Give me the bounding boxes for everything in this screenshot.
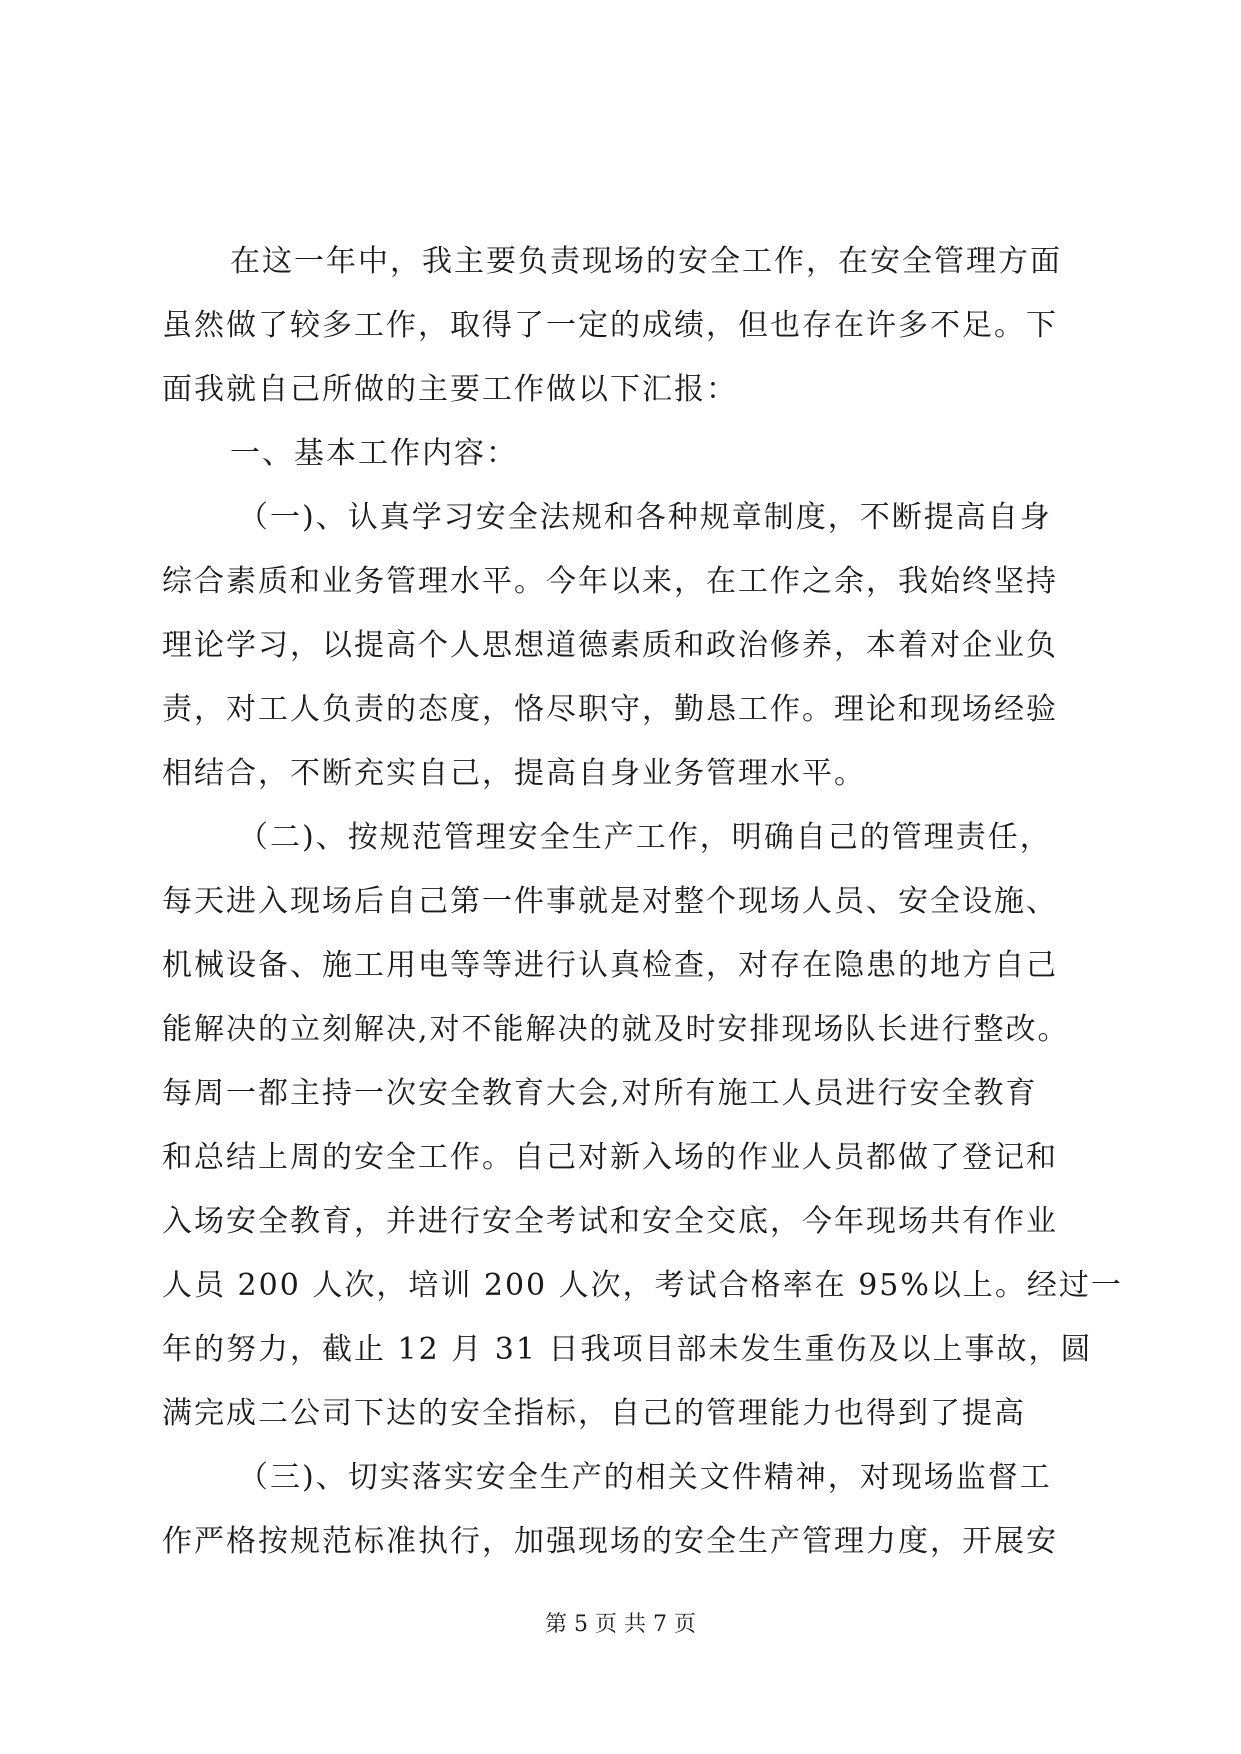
- paragraph-two-line-5: 每周一都主持一次安全教育大会,对所有施工人员进行安全教育: [162, 1076, 1038, 1111]
- page-footer: 第 5 页 共 7 页: [545, 1612, 696, 1637]
- paragraph-two-line-6: 和总结上周的安全工作。自己对新入场的作业人员都做了登记和: [162, 1140, 1058, 1175]
- paragraph-one-line-2: 综合素质和业务管理水平。今年以来，在工作之余，我始终坚持: [162, 564, 1058, 599]
- paragraph-one-line-5: 相结合，不断充实自己，提高自身业务管理水平。: [162, 756, 866, 791]
- paragraph-two-line-9: 年的努力，截止 12 月 31 日我项目部未发生重伤及以上事故，圆: [162, 1332, 1093, 1367]
- paragraph-one-line-4: 责，对工人负责的态度，恪尽职守，勤恳工作。理论和现场经验: [162, 692, 1058, 727]
- paragraph-intro-line-3: 面我就自己所做的主要工作做以下汇报：: [162, 372, 738, 407]
- paragraph-two-line-4: 能解决的立刻解决,对不能解决的就及时安排现场队长进行整改。: [162, 1012, 1070, 1047]
- paragraph-intro-line-1: 在这一年中，我主要负责现场的安全工作，在安全管理方面: [230, 244, 1062, 279]
- paragraph-two-line-8: 人员 200 人次，培训 200 人次，考试合格率在 95%以上。经过一: [162, 1268, 1123, 1303]
- paragraph-two-line-2: 每天进入现场后自己第一件事就是对整个现场人员、安全设施、: [162, 884, 1058, 919]
- paragraph-two-line-10: 满完成二公司下达的安全指标，自己的管理能力也得到了提高: [162, 1396, 1026, 1431]
- paragraph-two-line-1: （二)、按规范管理安全生产工作，明确自己的管理责任，: [238, 820, 1052, 855]
- paragraph-two-line-7: 入场安全教育，并进行安全考试和安全交底，今年现场共有作业: [162, 1204, 1058, 1239]
- body-text: [162, 230, 1123, 1574]
- paragraph-two-line-3: 机械设备、施工用电等等进行认真检查，对存在隐患的地方自己: [162, 948, 1058, 983]
- paragraph-three-line-2: 作严格按规范标准执行，加强现场的安全生产管理力度，开展安: [162, 1524, 1058, 1559]
- paragraph-one-line-3: 理论学习，以提高个人思想道德素质和政治修养，本着对企业负: [162, 628, 1058, 663]
- paragraph-intro-line-2: 虽然做了较多工作，取得了一定的成绩，但也存在许多不足。下: [162, 308, 1058, 343]
- paragraph-three-line-1: （三)、切实落实安全生产的相关文件精神，对现场监督工: [238, 1460, 1052, 1495]
- section-heading-basic-work: 一、基本工作内容：: [230, 436, 518, 471]
- paragraph-one-line-1: （一)、认真学习安全法规和各种规章制度，不断提高自身: [238, 500, 1052, 535]
